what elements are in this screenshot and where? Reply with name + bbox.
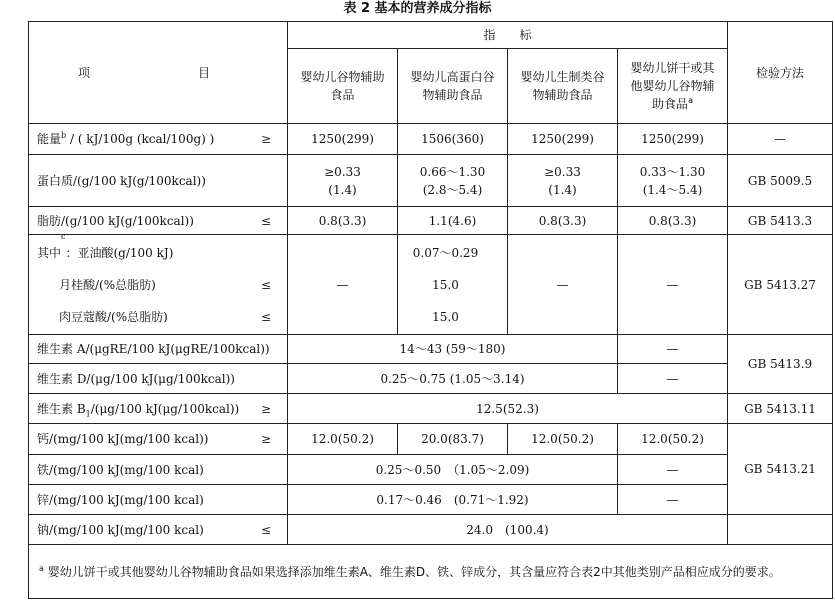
fat-v3: 0.8(3.3)	[508, 207, 618, 235]
calcium-label: 钙/(mg/100 kJ(mg/100 kcal)) ≥	[29, 424, 288, 455]
protein-v1: ≥0.33 (1.4)	[288, 155, 398, 207]
fatty-v2: 0.07～0.29 15.0 15.0	[398, 235, 508, 335]
fat-v1: 0.8(3.3)	[288, 207, 398, 235]
energy-method: —	[728, 124, 833, 155]
vitamin-b1-method: GB 5413.11	[728, 394, 833, 424]
table-title: 表 2 基本的营养成分指标	[343, 1, 492, 16]
calcium-symbol: ≥	[260, 432, 271, 446]
protein-method: GB 5009.5	[728, 155, 833, 207]
calcium-v2: 20.0(83.7)	[398, 424, 508, 455]
fatty-v1: —	[288, 235, 398, 335]
zinc-label: 锌/(mg/100 kJ(mg/100 kcal)	[29, 485, 288, 515]
energy-v1: 1250(299)	[288, 124, 398, 155]
header-method: 检验方法	[728, 22, 833, 124]
iron-value: 0.25～0.50 （1.05～2.09)	[288, 455, 618, 485]
header-col4: 婴幼儿饼干或其他婴幼儿谷物辅助食品$^a$	[618, 49, 728, 124]
row-energy	[29, 124, 833, 155]
fat-symbol: ≤	[260, 213, 271, 228]
vitamin-b1-symbol: ≥	[260, 401, 271, 416]
fat-v2: 1.1(4.6)	[398, 207, 508, 235]
header-col2: 婴幼儿高蛋白谷物辅助食品	[398, 49, 508, 124]
header-col1: 婴幼儿谷物辅助食品	[288, 49, 398, 124]
protein-v2: 0.66～1.30 (2.8～5.4)	[398, 155, 508, 207]
row-iron	[29, 455, 833, 485]
row-sodium	[29, 515, 833, 545]
fat-v4: 0.8(3.3)	[618, 207, 728, 235]
header-item: 项 目	[29, 22, 288, 124]
row-fat	[29, 207, 833, 235]
row-fatty-acids	[29, 235, 833, 335]
vitamin-d-label: 维生素 D/(μg/100 kJ(μg/100kcal))	[29, 364, 288, 394]
row-zinc	[29, 485, 833, 515]
fat-method: GB 5413.3	[728, 207, 833, 235]
iron-v4: —	[618, 455, 728, 485]
sodium-label: 钠/(mg/100 kJ(mg/100 kcal) ≤	[29, 515, 288, 545]
minerals-method: GB 5413.21	[728, 424, 833, 515]
vitamin-ad-method: GB 5413.9	[728, 335, 833, 394]
zinc-value: 0.17～0.46 (0.71～1.92)	[288, 485, 618, 515]
row-protein	[29, 155, 833, 207]
vitamin-b1-value: 12.5(52.3)	[288, 394, 728, 424]
protein-label: 蛋白质/(g/100 kJ(g/100kcal))	[29, 155, 288, 207]
table-footnote: $^a$ 婴幼儿饼干或其他婴幼儿谷物辅助食品如果选择添加维生素A、维生素D、铁、锌成分，其含量应符合表2中其他类别产品相应成分的要求。	[29, 545, 833, 599]
header-col3: 婴幼儿生制类谷物辅助食品	[508, 49, 618, 124]
vitamin-d-v4: —	[618, 364, 728, 394]
iron-label: 铁/(mg/100 kJ(mg/100 kcal)	[29, 455, 288, 485]
energy-v4: 1250(299)	[618, 124, 728, 155]
row-calcium	[29, 424, 833, 455]
header-index: 指 标	[288, 22, 728, 49]
sodium-method	[728, 515, 833, 545]
fatty-v4: —	[618, 235, 728, 335]
vitamin-d-value: 0.25～0.75 (1.05～3.14)	[288, 364, 618, 394]
protein-v4: 0.33～1.30 (1.4～5.4)	[618, 155, 728, 207]
calcium-v3: 12.0(50.2)	[508, 424, 618, 455]
zinc-v4: —	[618, 485, 728, 515]
header-row-1	[29, 22, 833, 49]
row-vitamin-a	[29, 335, 833, 364]
sodium-value: 24.0 (100.4)	[288, 515, 728, 545]
row-footnote	[29, 545, 833, 599]
row-vitamin-d	[29, 364, 833, 394]
energy-symbol: ≥	[260, 132, 271, 146]
vitamin-b1-label: 维生素 $B_1/(\mu g/100$ kJ(μg/100kcal)) ≥	[29, 394, 288, 424]
vitamin-a-label: 维生素 A/(μgRE/100 kJ(μgRE/100kcal))	[29, 335, 288, 364]
energy-v3: 1250(299)	[508, 124, 618, 155]
row-vitamin-b1	[29, 394, 833, 424]
fat-label: 脂肪/(g/100 kJ(g/100kcal)) ≤	[29, 207, 288, 235]
calcium-v4: 12.0(50.2)	[618, 424, 728, 455]
fatty-method: GB 5413.27	[728, 235, 833, 335]
vitamin-a-v4: —	[618, 335, 728, 364]
calcium-v1: 12.0(50.2)	[288, 424, 398, 455]
nutrition-table	[28, 21, 833, 599]
energy-v2: 1506(360)	[398, 124, 508, 155]
energy-label: 能量$^b$ / ( kJ/100g (kcal/100g) ) ≥	[29, 124, 288, 155]
fatty-v3: —	[508, 235, 618, 335]
sodium-symbol: ≤	[260, 522, 271, 537]
fatty-acids-label: 其中 c ：亚油酸(g/100 kJ) 月桂酸/(%总脂肪) ≤ 肉豆蔻酸/(%总脂肪) ≤	[29, 235, 288, 335]
protein-v3: ≥0.33 (1.4)	[508, 155, 618, 207]
vitamin-a-value: 14～43 (59～180)	[288, 335, 618, 364]
